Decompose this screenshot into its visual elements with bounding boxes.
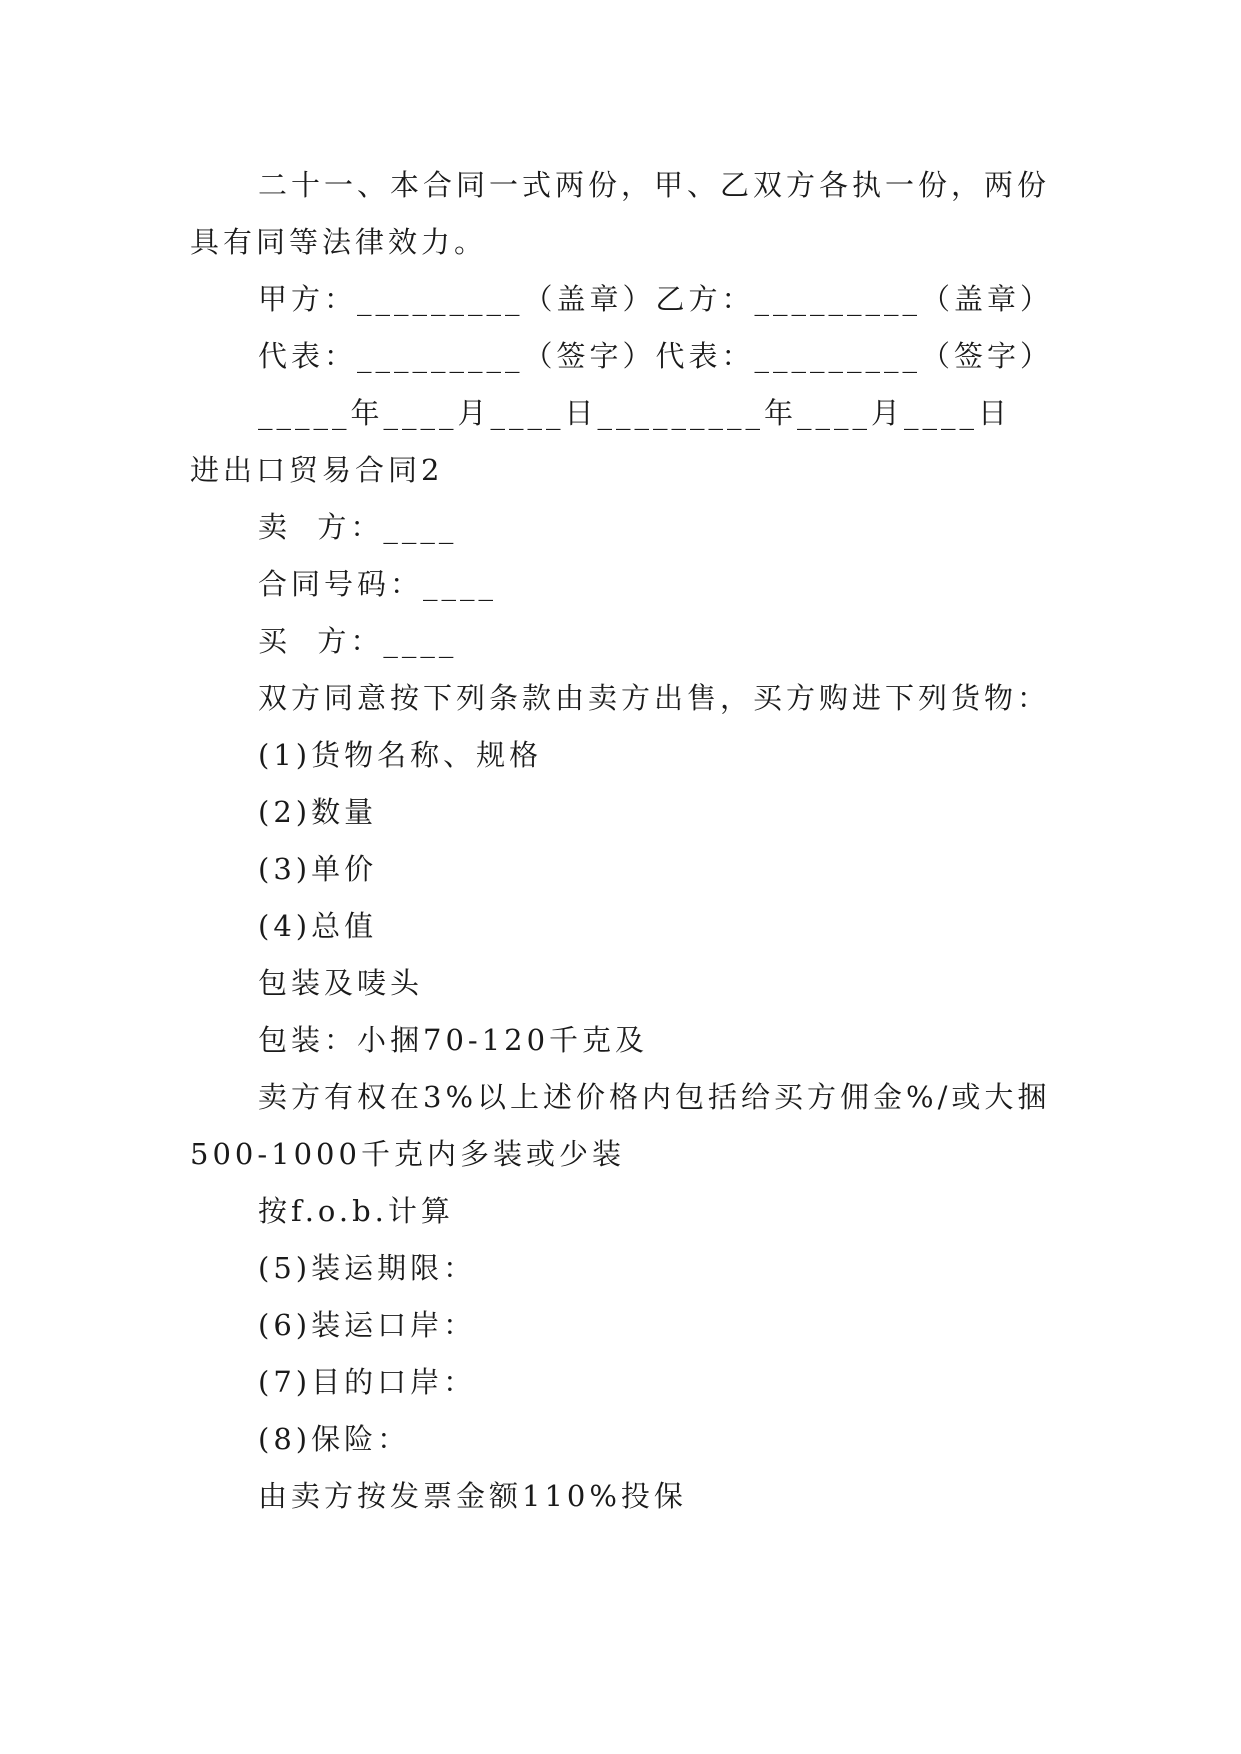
representative-sign-line: 代表：_________（签字）代表：_________（签字）: [258, 339, 1054, 373]
party-a-b-seal-line: 甲方：_________（盖章）乙方：_________（盖章）: [258, 282, 1054, 316]
fob-line: 按f.o.b.计算: [258, 1194, 454, 1228]
date-line: _____年____月____日_________年____月____日: [258, 396, 1012, 430]
agreement-intro: 双方同意按下列条款由卖方出售，买方购进下列货物：: [258, 681, 1051, 715]
item-8: (8)保险：: [258, 1422, 411, 1456]
insurance-line: 由卖方按发票金额110%投保: [258, 1479, 687, 1513]
contract-title: 进出口贸易合同2: [190, 453, 444, 487]
packing-heading: 包装及唛头: [258, 966, 424, 1000]
item-6: (6)装运口岸：: [258, 1308, 477, 1342]
packing-line: 包装：小捆70-120千克及: [258, 1023, 649, 1057]
buyer-line: 买 方：____: [258, 624, 458, 658]
item-1: (1)货物名称、规格: [258, 738, 543, 772]
clause-21-continuation: 具有同等法律效力。: [190, 225, 488, 259]
seller-line: 卖 方：____: [258, 510, 458, 544]
commission-line: 卖方有权在3%以上述价格内包括给买方佣金%/或大捆: [258, 1080, 1051, 1114]
item-7: (7)目的口岸：: [258, 1365, 477, 1399]
contract-number-line: 合同号码：____: [258, 567, 498, 601]
clause-21-line: 二十一、本合同一式两份，甲、乙双方各执一份，两份: [258, 168, 1051, 202]
item-5: (5)装运期限：: [258, 1251, 477, 1285]
item-2: (2)数量: [258, 795, 378, 829]
item-3: (3)单价: [258, 852, 378, 886]
commission-continuation: 500-1000千克内多装或少装: [190, 1137, 625, 1171]
item-4: (4)总值: [258, 909, 378, 943]
